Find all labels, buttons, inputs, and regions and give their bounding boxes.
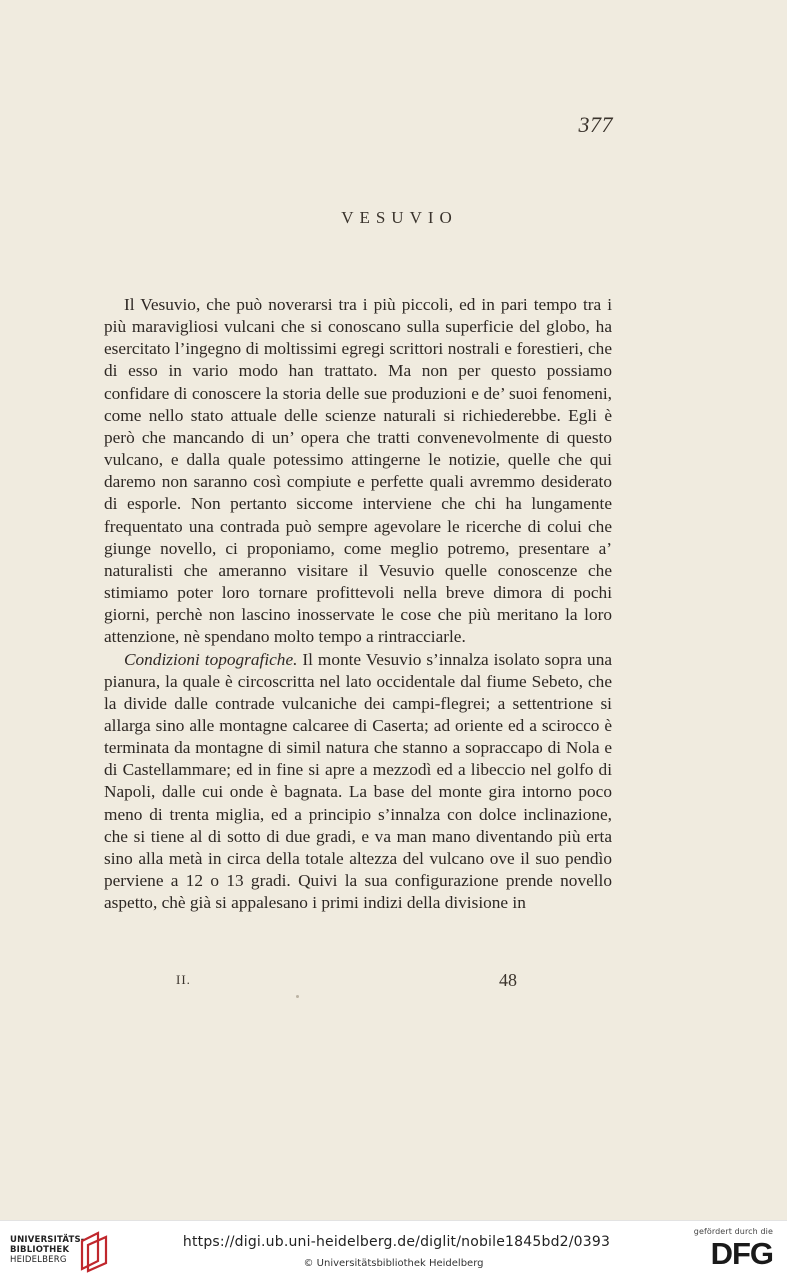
viewer-footer-bar xyxy=(0,1220,787,1279)
paragraph-1 xyxy=(104,294,612,649)
copyright-notice: © Universitätsbibliothek Heidelberg xyxy=(303,1258,484,1269)
page-number: 377 xyxy=(578,112,613,137)
section-heading: Condizioni topografiche. xyxy=(124,649,298,669)
dfg-logo-text: DFG xyxy=(710,1236,773,1271)
permalink-url[interactable]: https://digi.ub.uni-heidelberg.de/diglit/nobile1845bd2/0393 xyxy=(182,1234,611,1250)
signature-mark: 48 xyxy=(499,970,517,990)
paragraph-1-text: Il Vesuvio, che può noverarsi tra i più piccoli, ed in pari tempo tra i più maravigliosi vulcani che si conoscano sulla superficie del globo, ha esercitato l’ingegno di moltissimi egregi scrittori nostrali e forestieri, che di esso in vario modo han trattato. Ma non per questo possiamo confidare di conoscere la storia delle sue produzioni e de’ suoi fenomeni, come nello stato attuale delle scienze naturali si richiederebbe. Egli è però che mancando di un’ opera che tratti convenevolmente di questo vulcano, e dalla quale potessimo attingerne le notizie, quelle che qui daremo non saranno così compiute e perfette quali avremmo desiderato di esporle. Non pertanto siccome interviene che chi ha lungamente frequentato una contrada può sempre agevolare le ricerche di colui che giunge novello, ci proponiamo, come meglio potremo, presentare a’ naturalisti che ameranno visitare il Vesuvio quelle conoscenze che stimiamo poter loro tornare profittevoli nella breve dimora di pochi giorni, perchè non lascino inosservate le cose che più meritano la loro attenzione, nè spendano molto tempo a rintracciarle. xyxy=(104,295,612,647)
funded-by-label: gefördert durch die xyxy=(693,1227,773,1236)
chapter-title: VESUVIO xyxy=(341,208,458,227)
paragraph-2 xyxy=(104,649,612,915)
volume-number: II. xyxy=(176,972,191,987)
library-name-line-3: HEIDELBERG xyxy=(10,1255,67,1265)
body-text xyxy=(104,294,612,914)
library-name-line-1: UNIVERSITÄTS- xyxy=(10,1235,85,1245)
library-name-line-2: BIBLIOTHEK xyxy=(10,1245,70,1255)
dfg-logo-icon[interactable] xyxy=(694,1227,773,1270)
ink-speck xyxy=(296,995,299,998)
paragraph-2-text: Il monte Vesuvio s’innalza isolato sopra una pianura, la quale è circoscritta nel lato occidentale dal fiume Sebeto, che la divide dalle contrade vulcaniche dei campi-flegrei; a settentrione si allarga sino alle montagne calcaree di Caserta; ad oriente ed a scirocco è terminata da montagne di simil natura che stanno a sopraccapo di Nola e di Castellammare; ed in fine si apre a mezzodì ed a libeccio nel golfo di Napoli, dalle cui onde è bagnata. La base del monte gira intorno poco meno di trenta miglia, ed a principio s’innalza con dolce inclinazione, che si tiene al di sotto di due gradi, e va man mano diventando più erta sino alla metà in circa della totale altezza del vulcano ove il suo pendìo perviene a 12 o 13 gradi. Quivi la sua configurazione prende novello aspetto, chè già si appalesano i primi indizi della divisione in xyxy=(104,649,612,913)
